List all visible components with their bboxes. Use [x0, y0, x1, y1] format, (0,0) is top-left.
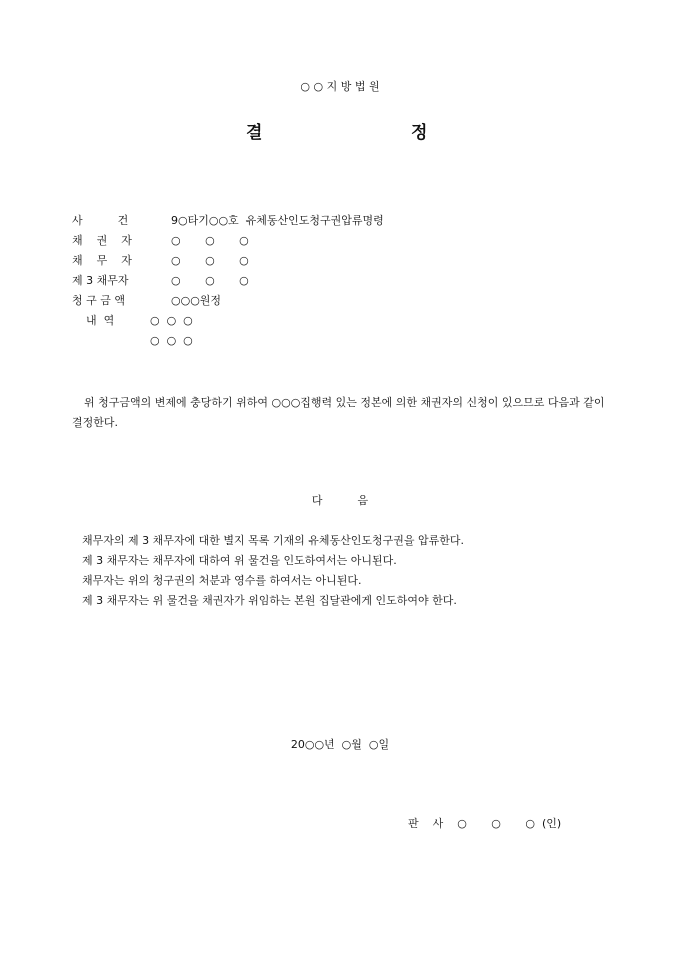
notice-heading: 다 음 [311, 494, 369, 507]
field-value-debtor: ○ ○ ○ [171, 254, 249, 267]
field-label-case: 사 건 [72, 214, 129, 227]
document-title-second-char: 정 [411, 123, 428, 143]
field-value-claim-amount: ○○○원정 [171, 294, 222, 307]
document-title-first-char: 결 [246, 123, 263, 143]
order-item-2: 제 3 채무자는 채무자에 대하여 위 물건을 인도하여서는 아니된다. [82, 554, 397, 567]
field-label-debtor: 채 무 자 [72, 254, 132, 267]
decision-date: 20○○년 ○월 ○일 [290, 738, 390, 751]
field-label-creditor: 채 권 자 [72, 234, 132, 247]
order-item-3: 채무자는 위의 청구권의 처분과 영수를 하여서는 아니된다. [82, 574, 362, 587]
field-value-creditor: ○ ○ ○ [171, 234, 249, 247]
court-name: ○ ○ 지 방 법 원 [300, 80, 380, 93]
field-value-third-debtor: ○ ○ ○ [171, 274, 249, 287]
field-value-details-1: ○ ○ ○ [150, 314, 193, 327]
field-label-third-debtor: 제 3 채무자 [72, 274, 129, 287]
field-label-claim-amount: 청 구 금 액 [72, 294, 125, 307]
field-label-details: 내 역 [86, 314, 115, 327]
judge-signature-line: 판 사 ○ ○ ○ (인) [408, 817, 562, 830]
field-value-details-2: ○ ○ ○ [150, 334, 193, 347]
order-item-1: 채무자의 제 3 채무자에 대한 별지 목록 기재의 유체동산인도청구권을 압류한다. [82, 534, 464, 547]
order-item-4: 제 3 채무자는 위 물건을 채권자가 위임하는 본원 집달관에게 인도하여야 한다. [82, 594, 457, 607]
decision-paragraph: 위 청구금액의 변제에 충당하기 위하여 ○○○집행력 있는 정본에 의한 채권자의 신청이 있으므로 다음과 같이 결정한다. [72, 396, 605, 429]
field-value-case: 9○타기○○호 유체동산인도청구권압류명령 [171, 214, 384, 227]
